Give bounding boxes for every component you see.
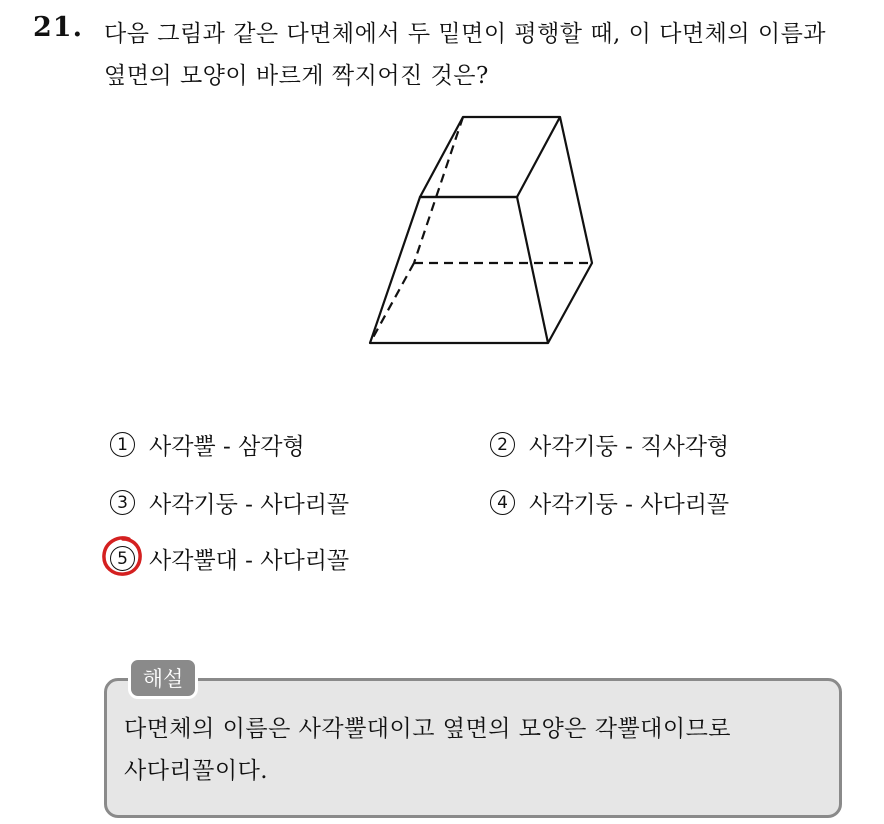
choice-number-1: 1 bbox=[110, 432, 135, 457]
choice-5[interactable] bbox=[110, 542, 349, 575]
question-text-line-2: 옆면의 모양이 바르게 짝지어진 것은? bbox=[104, 63, 489, 89]
choice-3[interactable] bbox=[110, 486, 349, 519]
choice-text-2: 사각기둥 - 직사각형 bbox=[529, 434, 730, 460]
hidden-bottom-left-edge bbox=[370, 263, 414, 343]
choice-number-4: 4 bbox=[490, 490, 515, 515]
choice-number-2: 2 bbox=[490, 432, 515, 457]
polyhedron-figure bbox=[360, 105, 610, 355]
choice-number-3: 3 bbox=[110, 490, 135, 515]
question-number: 21. bbox=[33, 12, 83, 43]
hidden-back-left-edge bbox=[414, 117, 463, 263]
explanation-line-1: 다면체의 이름은 사각뿔대이고 옆면의 모양은 각뿔대이므로 bbox=[124, 716, 732, 742]
choice-2[interactable] bbox=[490, 428, 729, 461]
choice-text-1: 사각뿔 - 삼각형 bbox=[149, 434, 305, 460]
choice-text-3: 사각기둥 - 사다리꼴 bbox=[149, 492, 350, 518]
choice-4[interactable] bbox=[490, 486, 729, 519]
explanation-line-2: 사다리꼴이다. bbox=[124, 758, 269, 784]
answer-circle-mark bbox=[99, 533, 145, 579]
choice-text-5: 사각뿔대 - 사다리꼴 bbox=[149, 548, 350, 574]
choice-text-4: 사각기둥 - 사다리꼴 bbox=[529, 492, 730, 518]
explanation-text bbox=[124, 708, 834, 792]
front-face bbox=[370, 197, 548, 343]
right-face-edges bbox=[548, 117, 592, 343]
choice-1[interactable] bbox=[110, 428, 305, 461]
top-face bbox=[420, 117, 560, 197]
choice-number-5: 5 bbox=[110, 546, 135, 571]
explanation-tag: 해설 bbox=[128, 657, 198, 699]
question-text-line-1: 다음 그림과 같은 다면체에서 두 밑면이 평행할 때, 이 다면체의 이름과 bbox=[104, 21, 827, 47]
